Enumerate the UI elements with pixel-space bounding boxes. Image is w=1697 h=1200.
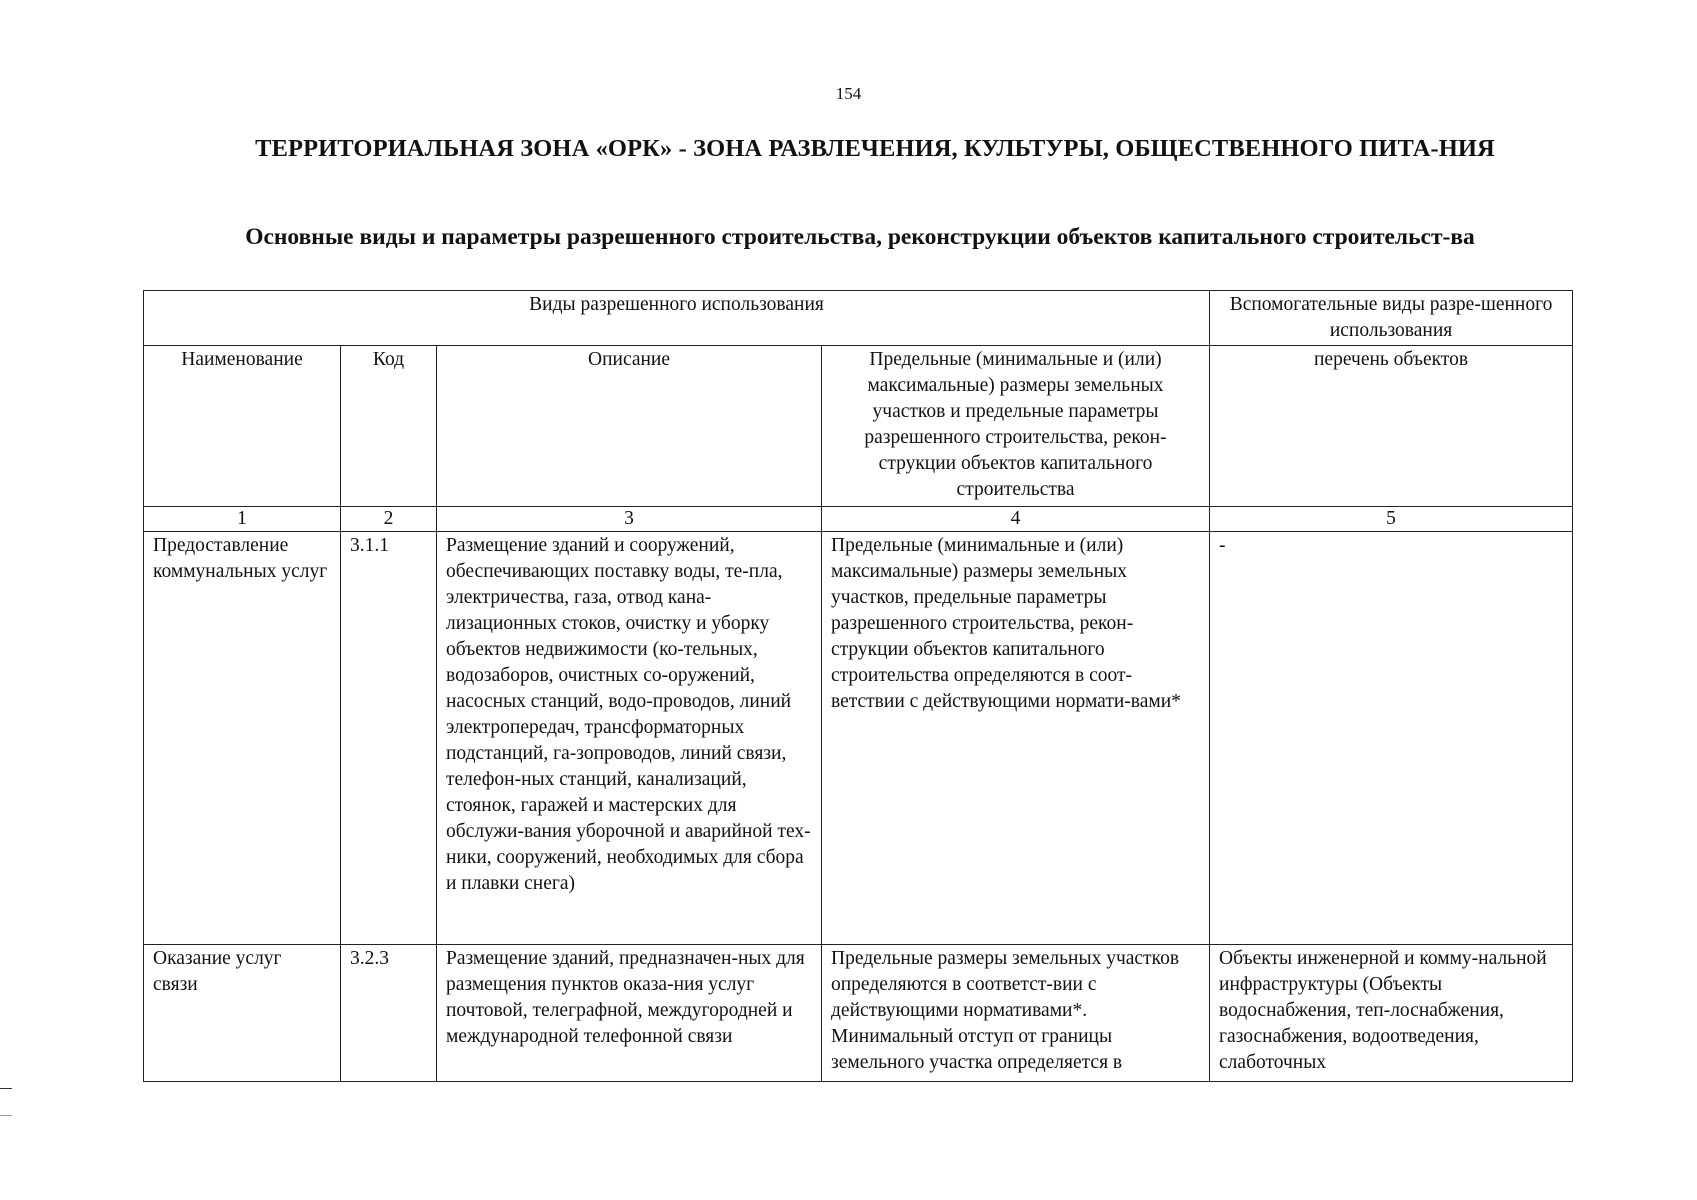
cell-description: Размещение зданий, предназначен-ных для размещения пунктов оказа-ния услуг почтовой, телеграфной, междугородней и международной телефонной связи xyxy=(437,945,822,1082)
column-header-description: Описание xyxy=(437,346,822,507)
group-header-main: Виды разрешенного использования xyxy=(144,291,1210,346)
cell-description: Размещение зданий и сооружений, обеспечивающих поставку воды, те-пла, электричества, газа, отвод кана-лизационных стоков, очистку и уборку объектов недвижимости (ко-тельных, водозаборов, очистных со-оружений, насосных станций, водо-проводов, линий электропередач, трансформаторных подстанций, га-зопроводов, линий связи, телефон-ных станций, канализаций, стоянок, гаражей и мастерских для обслужи-вания уборочной и аварийной тех-ники, сооружений, необходимых для сбора и плавки снега) xyxy=(437,532,822,945)
cell-limits: Предельные (минимальные и (или) максимальные) размеры земельных участков, предельные параметры разрешенного строительства, рекон-струкции объектов капитального строительства определяются в соот-ветствии с действующими нормати-вами* xyxy=(822,532,1210,945)
cell-code: 3.2.3 xyxy=(341,945,437,1082)
column-header-name: Наименование xyxy=(144,346,341,507)
cell-aux-objects: - xyxy=(1210,532,1573,945)
table-group-header-row xyxy=(144,291,1573,346)
column-number: 1 xyxy=(144,507,341,532)
page-number: 154 xyxy=(835,84,862,103)
cell-limits: Предельные размеры земельных участков определяются в соответст-вии с действующими нормативами*. Минимальный отступ от границы земельного участка определяется в xyxy=(822,945,1210,1082)
table-row xyxy=(144,945,1573,1082)
cell-name: Предоставление коммунальных услуг xyxy=(144,532,341,945)
column-header-code: Код xyxy=(341,346,437,507)
group-header-aux: Вспомогательные виды разре-шенного использования xyxy=(1210,291,1573,346)
page-title: ТЕРРИТОРИАЛЬНАЯ ЗОНА «ОРК» - ЗОНА РАЗВЛЕЧЕНИЯ, КУЛЬТУРЫ, ОБЩЕСТВЕННОГО ПИТА-НИЯ xyxy=(255,135,1495,162)
column-number: 4 xyxy=(822,507,1210,532)
cell-aux-objects: Объекты инженерной и комму-нальной инфраструктуры (Объекты водоснабжения, теп-лоснабжения, газоснабжения, водоотведения, слаботочных xyxy=(1210,945,1573,1082)
scan-margin-mark xyxy=(0,1088,12,1089)
cell-name: Оказание услуг связи xyxy=(144,945,341,1082)
column-header-limits: Предельные (минимальные и (или) максимальные) размеры земельных участков и предельные параметры разрешенного строительства, рекон-струкции объектов капитального строительства xyxy=(822,346,1210,507)
section-subtitle: Основные виды и параметры разрешенного строительства, реконструкции объектов капитального строительст-ва xyxy=(245,224,1475,250)
cell-code: 3.1.1 xyxy=(341,532,437,945)
scan-margin-mark xyxy=(0,1115,12,1116)
table-row xyxy=(144,532,1573,945)
column-number: 3 xyxy=(437,507,822,532)
column-number-row xyxy=(144,507,1573,532)
column-number: 2 xyxy=(341,507,437,532)
table-column-header-row xyxy=(144,346,1573,507)
land-use-table xyxy=(143,290,1573,1082)
column-number: 5 xyxy=(1210,507,1573,532)
column-header-aux-objects: перечень объектов xyxy=(1210,346,1573,507)
